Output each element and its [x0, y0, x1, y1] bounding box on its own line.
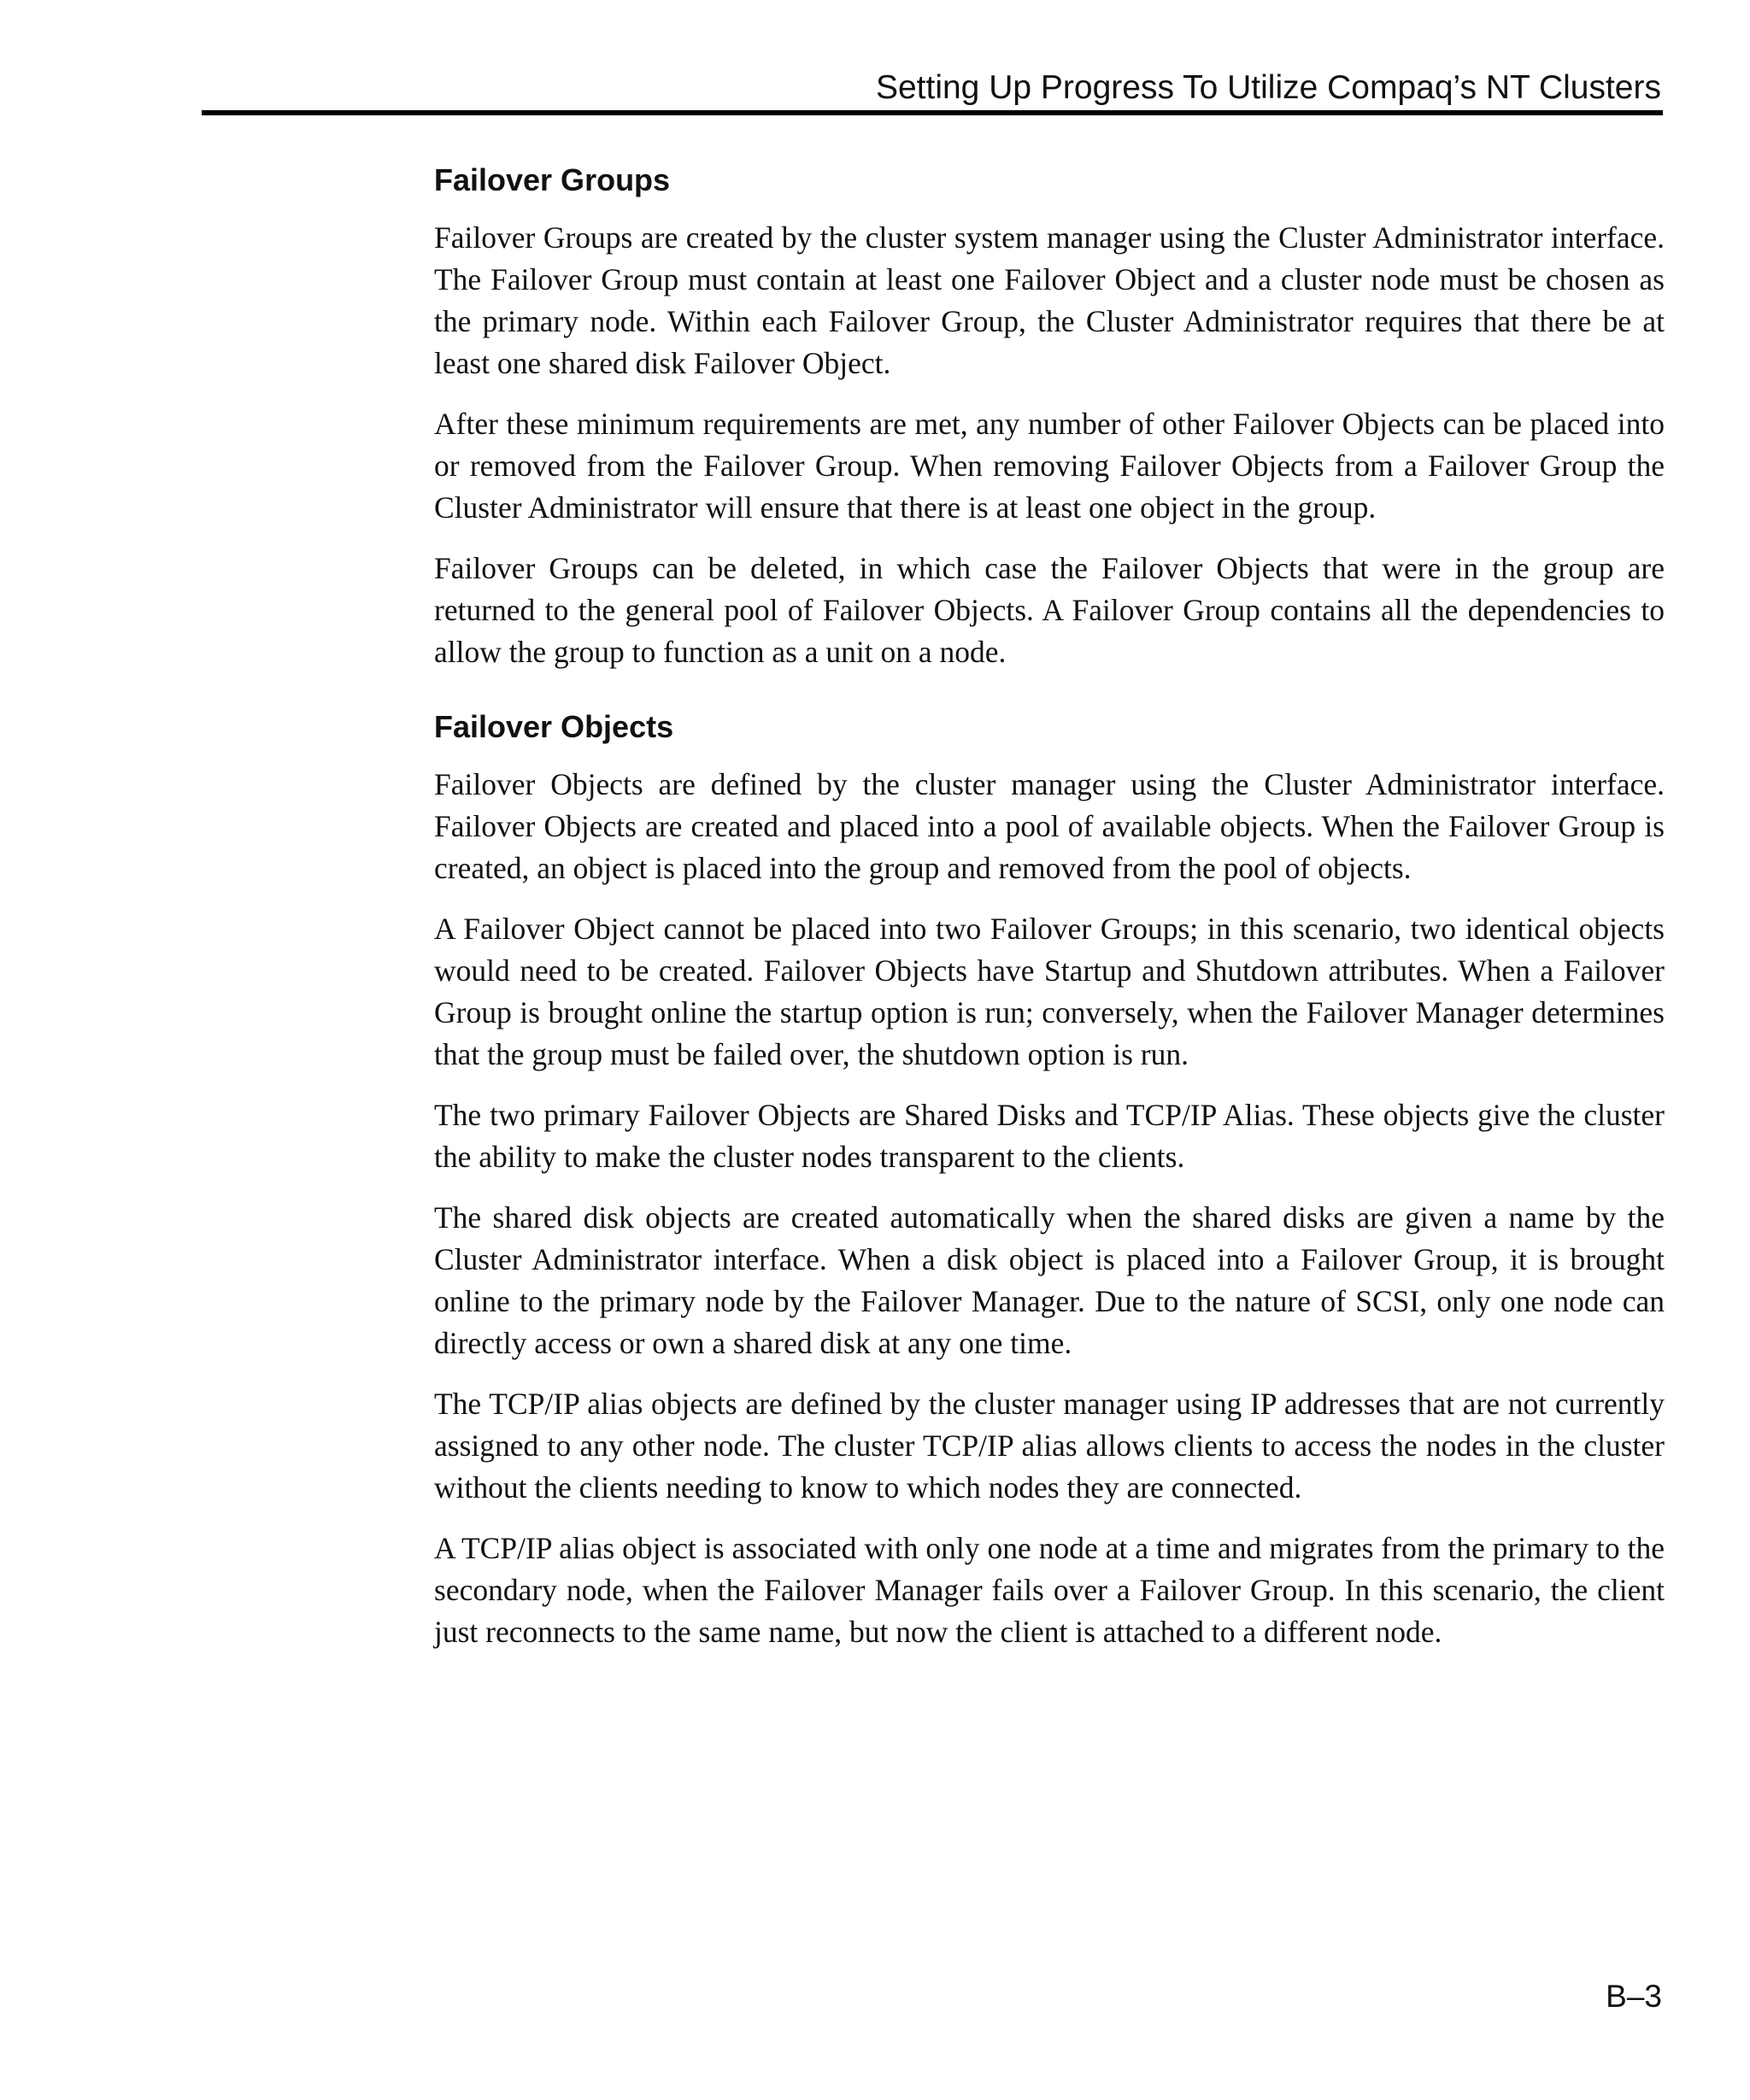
section-heading-failover-objects: Failover Objects: [434, 709, 674, 744]
page-body: [434, 159, 1665, 1672]
section-failover-objects: [434, 706, 1665, 1653]
page-number: B–3: [1606, 1979, 1662, 2014]
paragraph: After these minimum requirements are met, any number of other Failover Objects can be placed into or removed from the Failover Group. When removing Failover Objects from a Failover Group the Cluster Administrator will ensure that there is at least one object in the group.: [434, 407, 1665, 525]
header-rule: [202, 110, 1663, 115]
paragraph: Failover Objects are defined by the cluster manager using the Cluster Administrator interface. Failover Objects are created and placed into a pool of available objects. When the Failover Group is created, an object is placed into the group and removed from the pool of objects.: [434, 767, 1665, 885]
paragraph: The shared disk objects are created automatically when the shared disks are given a name by the Cluster Administrator interface. When a disk object is placed into a Failover Group, it is brought online to the primary node by the Failover Manager. Due to the nature of SCSI, only one node can directly access or own a shared disk at any one time.: [434, 1200, 1665, 1360]
paragraph: Failover Groups are created by the cluster system manager using the Cluster Administrator interface. The Failover Group must contain at least one Failover Object and a cluster node must be chosen as the primary node. Within each Failover Group, the Cluster Administrator requires that there be at least one shared disk Failover Object.: [434, 220, 1665, 380]
running-header-title: Setting Up Progress To Utilize Compaq’s NT Clusters: [875, 69, 1661, 106]
paragraph: A TCP/IP alias object is associated with only one node at a time and migrates from the primary to the secondary node, when the Failover Manager fails over a Failover Group. In this scenario, the client just reconnects to the same name, but now the client is attached to a different node.: [434, 1531, 1665, 1649]
paragraph: The two primary Failover Objects are Shared Disks and TCP/IP Alias. These objects give the cluster the ability to make the cluster nodes transparent to the clients.: [434, 1098, 1665, 1174]
paragraph: Failover Groups can be deleted, in which case the Failover Objects that were in the group are returned to the general pool of Failover Objects. A Failover Group contains all the dependencies to allow the group to function as a unit on a node.: [434, 551, 1665, 669]
paragraph: A Failover Object cannot be placed into two Failover Groups; in this scenario, two identical objects would need to be created. Failover Objects have Startup and Shutdown attributes. When a Failover Group is brought online the startup option is run; conversely, when the Failover Manager determines that the group must be failed over, the shutdown option is run.: [434, 912, 1665, 1071]
paragraph: The TCP/IP alias objects are defined by the cluster manager using IP addresses that are not currently assigned to any other node. The cluster TCP/IP alias allows clients to access the nodes in the cluster without the clients needing to know to which nodes they are connected.: [434, 1387, 1665, 1505]
section-failover-groups: [434, 159, 1665, 673]
section-heading-failover-groups: Failover Groups: [434, 162, 671, 197]
